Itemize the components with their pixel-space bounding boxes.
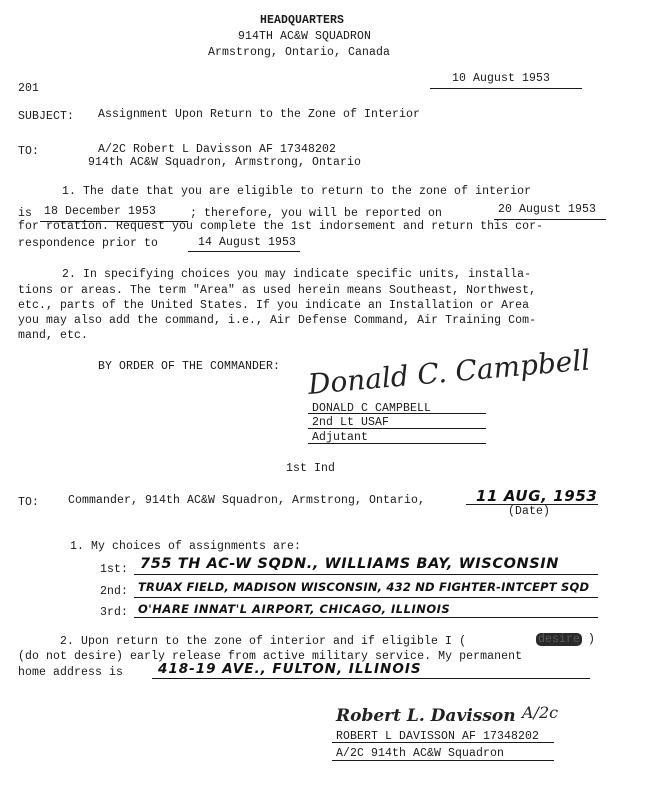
para1-line4a: respondence prior to	[18, 237, 159, 250]
ind-to-label: TO:	[18, 496, 40, 509]
commander-signature: Donald C. Campbell	[306, 343, 592, 401]
ind-to-text: Commander, 914th AC&W Squadron, Armstrong, Ontario,	[68, 494, 426, 507]
to-line1: A/2C Robert L Davisson AF 17348202	[98, 143, 337, 156]
choice-2-underline	[134, 597, 598, 598]
commander-title: Adjutant	[312, 431, 369, 444]
prior-date-underline	[188, 251, 300, 252]
release-line1b: )	[588, 633, 596, 646]
para1-line3: for rotation. Request you complete the 1st indorsement and return this cor-	[18, 220, 544, 233]
prior-date: 14 August 1953	[198, 236, 297, 249]
subject-label: SUBJECT:	[18, 110, 75, 123]
home-address: 418-19 AVE., FULTON, ILLINOIS	[158, 661, 422, 677]
date-underline	[430, 88, 582, 89]
choice-3-underline	[134, 617, 598, 618]
choices-intro: 1. My choices of assignments are:	[70, 540, 302, 553]
choice-1-label: 1st:	[100, 563, 129, 576]
airman-rank-handwritten: A/2c	[522, 703, 559, 722]
commander-rank: 2nd Lt USAF	[312, 416, 390, 429]
para2-line4: you may also add the command, i.e., Air Defense Command, Air Training Com-	[18, 314, 537, 327]
by-order-line: BY ORDER OF THE COMMANDER:	[98, 360, 281, 373]
airman-name: ROBERT L DAVISSON AF 17348202	[336, 730, 540, 743]
choice-3-value: O'HARE INNAT'L AIRPORT, CHICAGO, ILLINOIS	[138, 602, 451, 616]
letterhead-line1: HEADQUARTERS	[260, 14, 345, 27]
ind-date: 11 AUG, 1953	[476, 487, 598, 505]
release-line2: (do not desire) early release from active military service. My permanent	[18, 650, 523, 663]
file-number: 201	[18, 82, 40, 95]
commander-title-underline	[308, 443, 486, 444]
airman-signature: Robert L. Davisson	[336, 706, 516, 726]
choice-2-value: TRUAX FIELD, MADISON WISCONSIN, 432 ND FIGHTER-INTCEPT SQD	[138, 580, 590, 594]
reported-date: 20 August 1953	[498, 203, 597, 216]
commander-rank-underline	[308, 428, 486, 429]
indorsement-title: 1st Ind	[286, 462, 336, 475]
choice-2-label: 2nd:	[100, 585, 129, 598]
eligible-date: 18 December 1953	[44, 205, 157, 218]
airman-name-underline	[332, 742, 554, 743]
letterhead-line3: Armstrong, Ontario, Canada	[208, 46, 391, 59]
letterhead-line2: 914TH AC&W SQUADRON	[238, 30, 372, 43]
commander-name: DONALD C CAMPBELL	[312, 402, 432, 415]
letter-date: 10 August 1953	[452, 72, 551, 85]
subject-text: Assignment Upon Return to the Zone of Interior	[98, 108, 421, 121]
para1-line2b: ; therefore, you will be reported on	[190, 207, 443, 220]
struck-desire: desire	[538, 633, 581, 646]
choice-3-label: 3rd:	[100, 606, 129, 619]
para2-line5: mand, etc.	[18, 329, 89, 342]
to-label: TO:	[18, 145, 40, 158]
ind-date-caption: (Date)	[508, 505, 551, 518]
airman-unit-underline	[332, 760, 554, 761]
para1-line2a: is	[18, 207, 33, 220]
para2-line1: 2. In specifying choices you may indicate specific units, installa-	[62, 268, 532, 281]
commander-name-underline	[308, 413, 486, 414]
para2-line2: tions or areas. The term "Area" as used herein means Southeast, Northwest,	[18, 284, 537, 297]
para2-line3: etc., parts of the United States. If you indicate an Installation or Area	[18, 299, 530, 312]
release-line3a: home address is	[18, 666, 124, 679]
address-underline	[152, 678, 590, 679]
to-line2: 914th AC&W Squadron, Armstrong, Ontario	[88, 156, 362, 169]
choice-1-underline	[134, 574, 598, 575]
release-line1a: 2. Upon return to the zone of interior and if eligible I (	[60, 635, 467, 648]
airman-unit: A/2C 914th AC&W Squadron	[336, 747, 505, 760]
choice-1-value: 755 TH AC-W SQDN., WILLIAMS BAY, WISCONSIN	[140, 556, 560, 572]
para1-line1: 1. The date that you are eligible to return to the zone of interior	[62, 185, 532, 198]
